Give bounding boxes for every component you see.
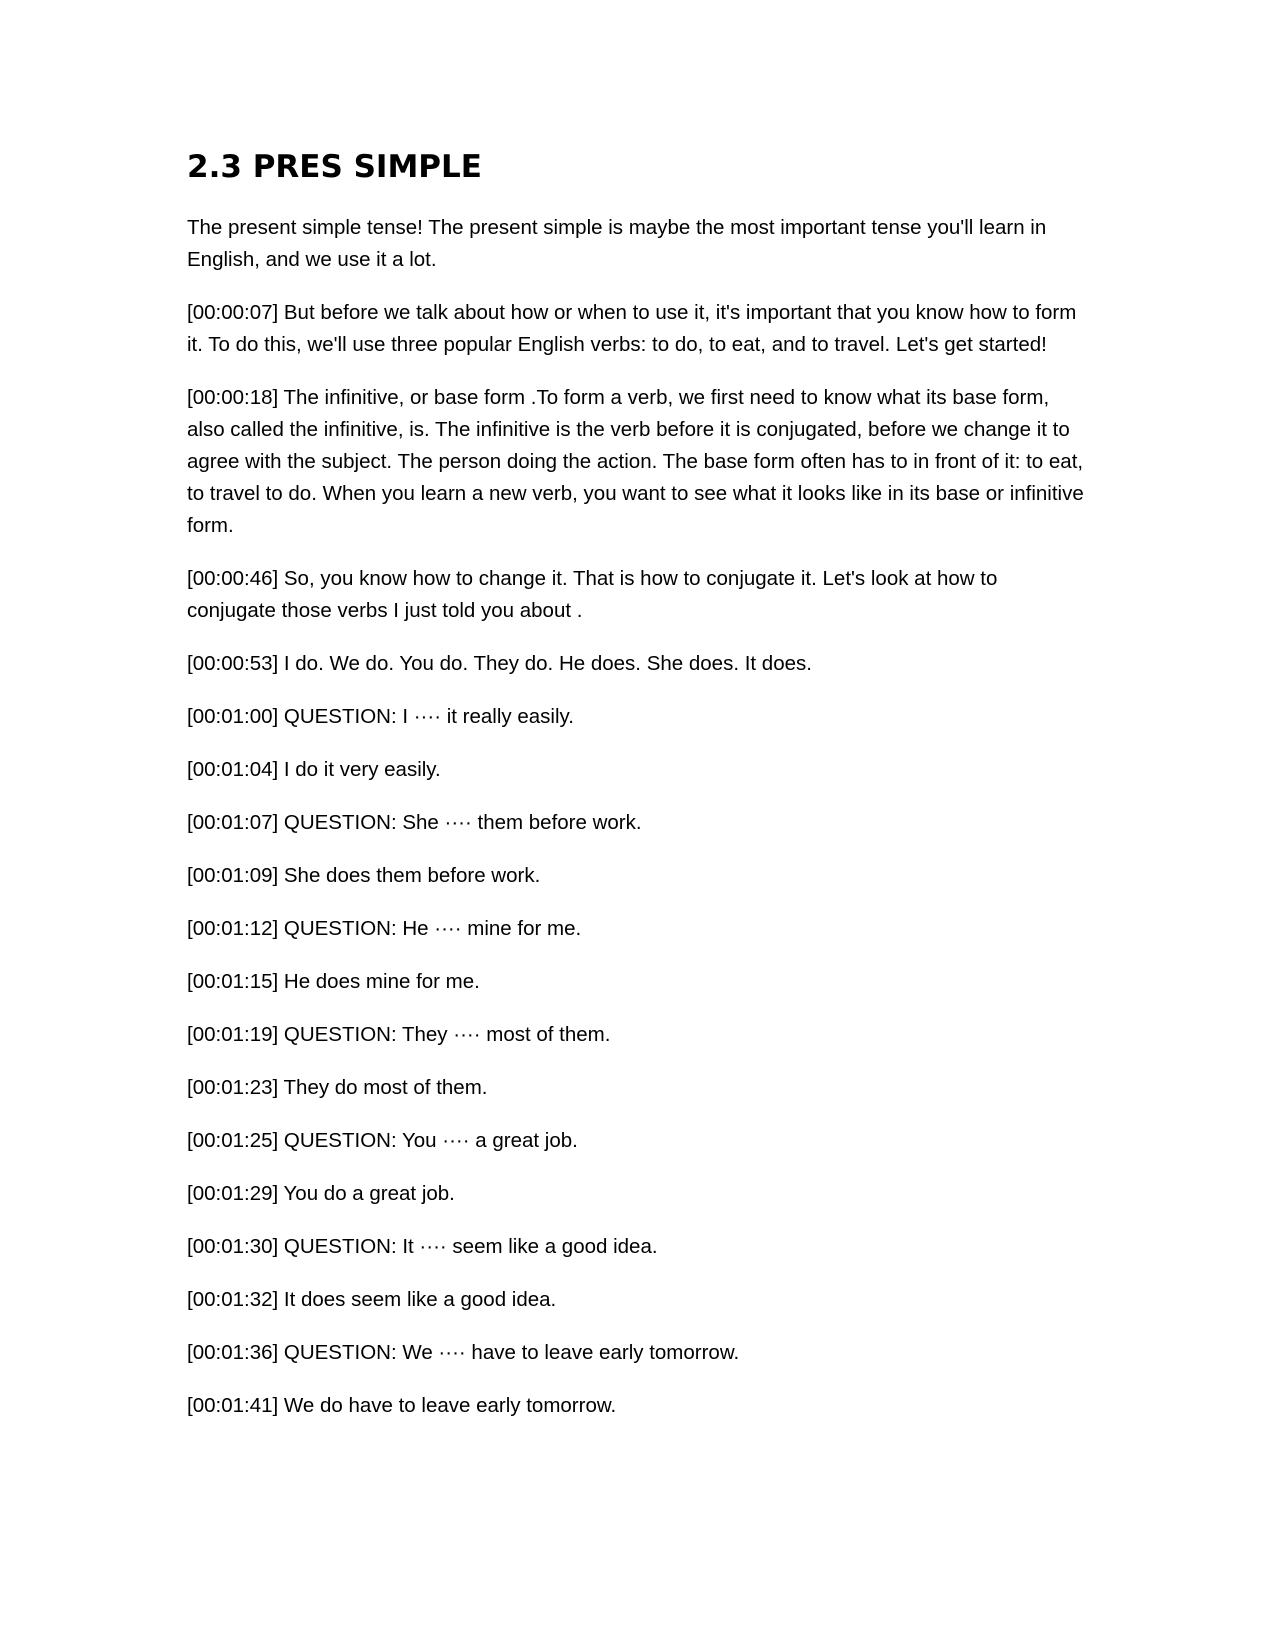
answer-line: [00:01:32] It does seem like a good idea. <box>187 1287 557 1311</box>
paragraph: [00:00:18] The infinitive, or base form .To form a verb, we first need to know what its base form, also called the infinitive, is. The infinitive is the verb before it is conjugated, before we change it to agree with the subject. The person doing the action. The base form often has to in front of it: to eat, to travel to do. When you learn a new verb, you want to see what it looks like in its base or infinitive form. <box>187 385 1084 537</box>
paragraph: [00:00:46] So, you know how to change it. That is how to conjugate it. Let's look at how to conjugate those verbs I just told you about . <box>187 566 998 622</box>
question-line: [00:01:07] QUESTION: She ···· them before work. <box>187 810 642 834</box>
question-line: [00:01:25] QUESTION: You ···· a great job. <box>187 1128 578 1152</box>
answer-line: [00:01:41] We do have to leave early tomorrow. <box>187 1393 617 1417</box>
question-line: [00:01:30] QUESTION: It ···· seem like a good idea. <box>187 1234 658 1258</box>
answer-line: [00:01:04] I do it very easily. <box>187 757 441 781</box>
question-line: [00:01:12] QUESTION: He ···· mine for me. <box>187 916 582 940</box>
paragraph: [00:00:53] I do. We do. You do. They do. He does. She does. It does. <box>187 651 812 675</box>
paragraph: [00:00:07] But before we talk about how or when to use it, it's important that you know how to form it. To do this, we'll use three popular English verbs: to do, to eat, and to travel. Let's get started! <box>187 300 1077 356</box>
answer-line: [00:01:09] She does them before work. <box>187 863 541 887</box>
answer-line: [00:01:23] They do most of them. <box>187 1075 488 1099</box>
document-page <box>187 150 1087 1443</box>
paragraph-intro: The present simple tense! The present simple is maybe the most important tense you'll learn in English, and we use it a lot. <box>187 215 1047 271</box>
question-line: [00:01:19] QUESTION: They ···· most of them. <box>187 1022 611 1046</box>
answer-line: [00:01:15] He does mine for me. <box>187 969 480 993</box>
answer-line: [00:01:29] You do a great job. <box>187 1181 455 1205</box>
document-title: 2.3 PRES SIMPLE <box>187 149 482 185</box>
question-line: [00:01:36] QUESTION: We ···· have to leave early tomorrow. <box>187 1340 740 1364</box>
question-line: [00:01:00] QUESTION: I ···· it really easily. <box>187 704 574 728</box>
